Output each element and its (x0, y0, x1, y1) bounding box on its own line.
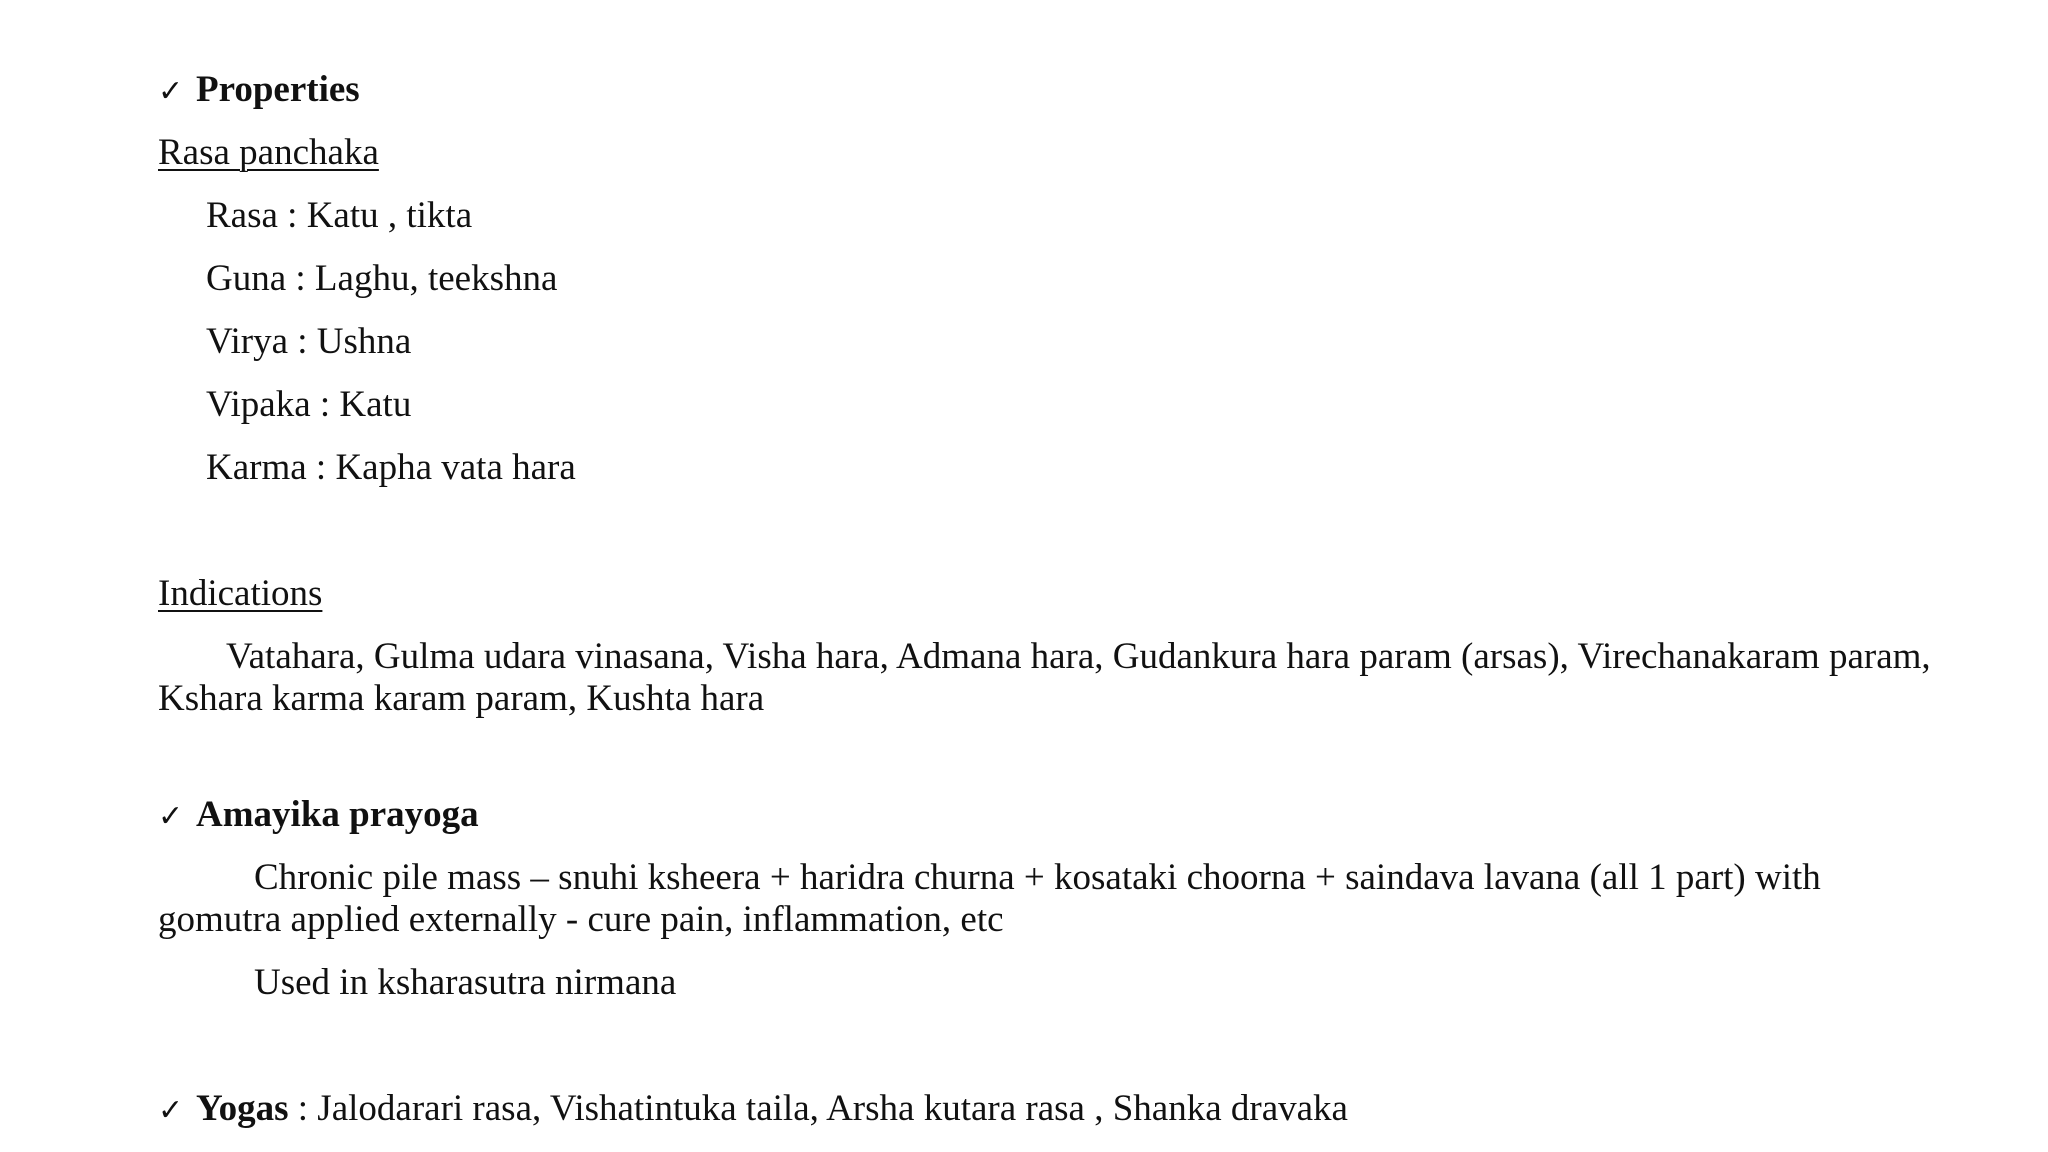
properties-heading (158, 69, 360, 113)
rasa-panchaka-title: Rasa panchaka (158, 132, 379, 173)
yogas-list-text: : Jalodarari rasa, Vishatintuka taila, Arsha kutara rasa , Shanka dravaka (288, 1088, 1348, 1129)
checkmark-icon: ✓ (158, 74, 184, 109)
amayika-text-line3: Used in ksharasutra nirmana (254, 962, 677, 1003)
amayika-heading (158, 794, 479, 838)
properties-heading-text: Properties (196, 69, 360, 110)
indications-text-line2: Kshara karma karam param, Kushta hara (158, 678, 765, 719)
yogas-heading-text: Yogas (196, 1088, 289, 1129)
virya-item: Virya : Ushna (206, 321, 412, 362)
karma-item: Karma : Kapha vata hara (206, 447, 576, 488)
amayika-text-line2: gomutra applied externally - cure pain, inflammation, etc (158, 899, 1004, 940)
checkmark-icon: ✓ (158, 1093, 184, 1128)
indications-text-line1: Vatahara, Gulma udara vinasana, Visha hara, Admana hara, Gudankura hara param (arsas), Virechanakaram param, (226, 636, 1931, 677)
indications-title: Indications (158, 573, 323, 614)
amayika-heading-text: Amayika prayoga (196, 794, 479, 835)
rasa-item: Rasa : Katu , tikta (206, 195, 473, 236)
guna-item: Guna : Laghu, teekshna (206, 258, 558, 299)
amayika-text-line1: Chronic pile mass – snuhi ksheera + haridra churna + kosataki choorna + saindava lavana (all 1 part) with (254, 857, 1821, 898)
vipaka-item: Vipaka : Katu (206, 384, 412, 425)
checkmark-icon: ✓ (158, 799, 184, 834)
yogas-line (158, 1088, 1348, 1132)
